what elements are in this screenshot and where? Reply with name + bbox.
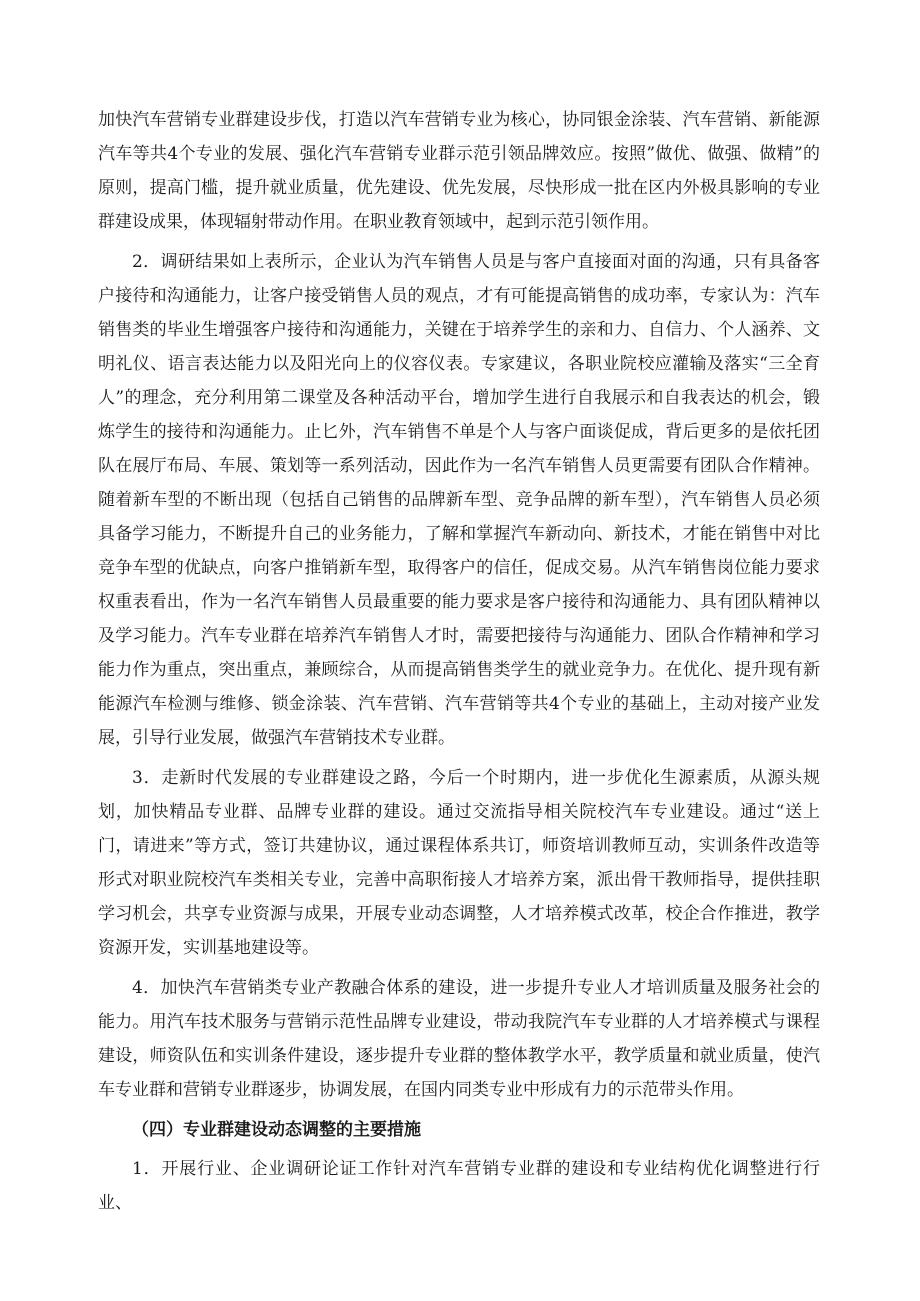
section-heading: （四）专业群建设动态调整的主要措施	[132, 1120, 421, 1140]
paragraph-item-4: 4．加快汽车营销类专业产教融合体系的建设，进一步提升专业人才培训质量及服务社会的能力。用汽车技术服务与营销示范性品牌专业建设，带动我院汽车专业群的人才培养模式与课程建设，师资队伍和实训条件建设，逐步提升专业群的整体教学水平，教学质量和就业质量，使汽车专业群和营销专业群逐步，协调发展，在国内同类专业中形成有力的示范带头作用。	[98, 978, 820, 1100]
paragraph-item-3: 3．走新时代发展的专业群建设之路，今后一个时期内，进一步优化生源素质，从源头规划，加快精品专业群、品牌专业群的建设。通过交流指导相关院校汽车专业建设。通过“送上门，请进来”等方式，签订共建协议，通过课程体系共订，师资培训教师互动，实训条件改造等形式对职业院校汽车类相关专业，完善中高职衔接人才培养方案，派出骨干教师指导，提供挂职学习机会，共享专业资源与成果，开展专业动态调整，人才培养模式改革，校企合作推进，教学资源开发，实训基地建设等。	[98, 768, 820, 958]
paragraph-item-2: 2．调研结果如上表所示，企业认为汽车销售人员是与客户直接面对面的沟通，只有具备客户接待和沟通能力，让客户接受销售人员的观点，才有可能提高销售的成功率，专家认为：汽车销售类的毕业生增强客户接待和沟通能力，关键在于培养学生的亲和力、自信力、个人涵养、文明礼仪、语言表达能力以及阳光向上的仪容仪表。专家建议，各职业院校应灌输及落实“三全育人”的理念，充分利用第二课堂及各种活动平台，增加学生进行自我展示和自我表达的机会，锻炼学生的接待和沟通能力。止匕外，汽车销售不单是个人与客户面谈促成，背后更多的是依托团队在展厅布局、车展、策划等一系列活动，因此作为一名汽车销售人员更需要有团队合作精神。随着新车型的不断出现（包括自己销售的品牌新车型、竞争品牌的新车型），汽车销售人员必须具备学习能力，不断提升自己的业务能力，了解和掌握汽车新动向、新技术，才能在销售中对比竞争车型的优缺点，向客户推销新车型，取得客户的信任，促成交易。从汽车销售岗位能力要求权重表看出，作为一名汽车销售人员最重要的能力要求是客户接待和沟通能力、具有团队精神以及学习能力。汽车专业群在培养汽车销售人才时，需要把接待与沟通能力、团队合作精神和学习能力作为重点，突出重点，兼顾综合，从而提高销售类学生的就业竞争力。在优化、提升现有新能源汽车检测与维修、锁金涂装、汽车营销、汽车营销等共4个专业的基础上，主动对接产业发展，引导行业发展，做强汽车营销技术专业群。	[98, 252, 820, 748]
document-page	[98, 103, 820, 1226]
paragraph-intro: 加快汽车营销专业群建设步伐，打造以汽车营销专业为核心，协同银金涂装、汽车营销、新能源汽车等共4个专业的发展、强化汽车营销专业群示范引领品牌效应。按照”做优、做强、做精”的原则，提高门槛，提升就业质量，优先建设、优先发展，尽快形成一批在区内外极具影响的专业群建设成果，体现辐射带动作用。在职业教育领域中，起到示范引领作用。	[98, 110, 820, 232]
paragraph-item-1-measures: 1．开展行业、企业调研论证工作针对汽车营销专业群的建设和专业结构优化调整进行行业、	[98, 1159, 820, 1213]
